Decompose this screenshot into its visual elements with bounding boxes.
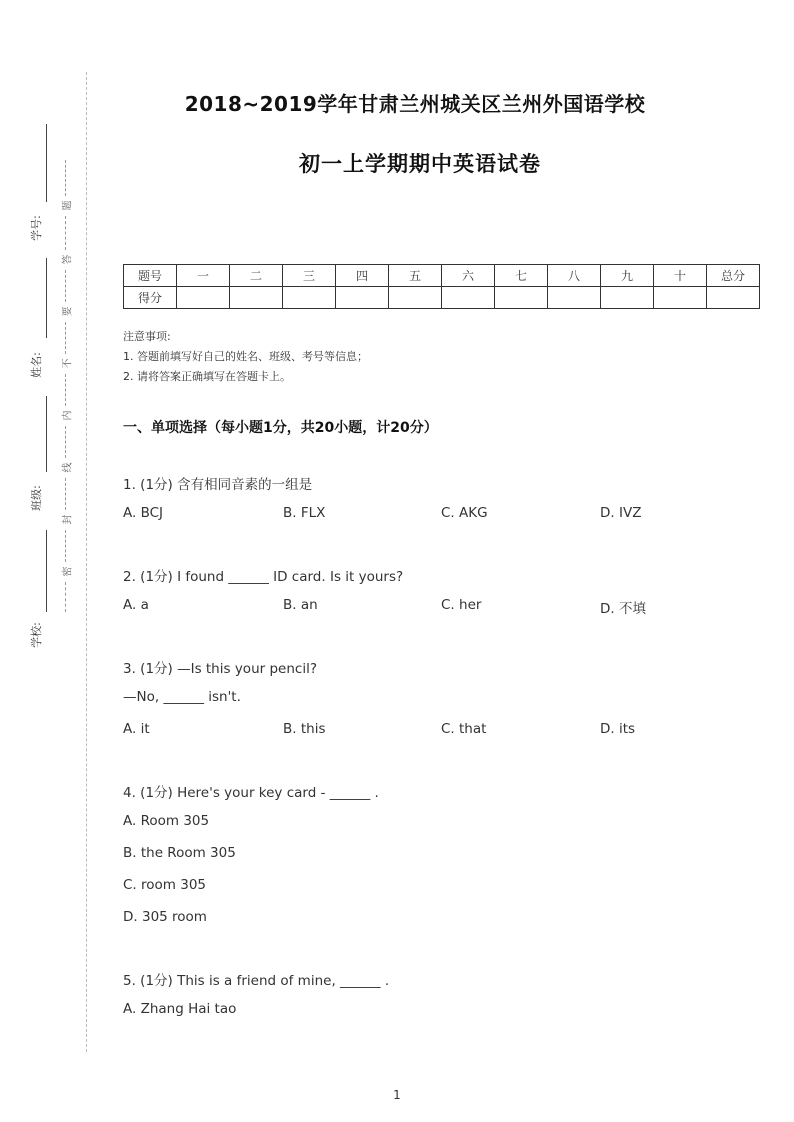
- school-blank-line: [46, 530, 47, 612]
- question-stem: 3. (1分) —Is this your pencil?: [123, 661, 317, 677]
- exam-title: 2018~2019学年甘肃兰州城关区兰州外国语学校: [184, 92, 646, 116]
- answer-option[interactable]: D. 不填: [600, 601, 646, 617]
- question-stem-line-2: —No, ______ isn't.: [123, 689, 241, 705]
- seal-dots: [65, 160, 66, 196]
- seal-dots: [65, 374, 66, 406]
- score-table-header-cell: 一: [177, 265, 230, 287]
- seal-dots: [65, 270, 66, 302]
- answer-option[interactable]: D. 305 room: [123, 909, 207, 925]
- school-label: 学校:: [30, 622, 43, 648]
- question-stem: 2. (1分) I found ______ ID card. Is it yours?: [123, 569, 404, 585]
- name-blank-line: [46, 258, 47, 338]
- seal-char: 密: [62, 566, 74, 577]
- answer-option[interactable]: B. an: [283, 597, 318, 613]
- seal-dots: [65, 582, 66, 612]
- answer-option[interactable]: A. a: [123, 597, 149, 613]
- answer-option[interactable]: C. that: [441, 721, 487, 737]
- answer-option[interactable]: C. AKG: [441, 505, 488, 521]
- score-table-header-cell: 八: [548, 265, 601, 287]
- seal-char: 要: [62, 306, 74, 317]
- name-label: 姓名:: [30, 352, 43, 378]
- question-stem: 5. (1分) This is a friend of mine, ______ .: [123, 973, 390, 989]
- seal-char: 不: [62, 358, 74, 369]
- score-cell[interactable]: [654, 287, 707, 309]
- score-table-header-cell: 七: [495, 265, 548, 287]
- score-cell[interactable]: [389, 287, 442, 309]
- section-title: 一、单项选择（每小题1分，共20小题，计20分）: [123, 420, 438, 436]
- score-cell[interactable]: [230, 287, 283, 309]
- score-cell[interactable]: [336, 287, 389, 309]
- score-cell[interactable]: [442, 287, 495, 309]
- question-stem: 1. (1分) 含有相同音素的一组是: [123, 477, 313, 493]
- seal-dots: [65, 322, 66, 354]
- score-table-header-cell: 十: [654, 265, 707, 287]
- answer-option[interactable]: B. this: [283, 721, 326, 737]
- answer-option[interactable]: A. Room 305: [123, 813, 210, 829]
- class-blank-line: [46, 396, 47, 472]
- notes-heading: 注意事项:: [123, 330, 171, 343]
- seal-dots: [65, 216, 66, 250]
- page-number: 1: [393, 1088, 401, 1102]
- seal-dots: [65, 478, 66, 510]
- answer-option[interactable]: B. FLX: [283, 505, 326, 521]
- answer-option[interactable]: A. it: [123, 721, 150, 737]
- score-table: [123, 264, 760, 309]
- answer-option[interactable]: C. room 305: [123, 877, 206, 893]
- score-cell[interactable]: [495, 287, 548, 309]
- seal-char: 内: [62, 410, 74, 421]
- score-table-header-cell: 总分: [707, 265, 760, 287]
- score-table-header-cell: 题号: [124, 265, 177, 287]
- answer-option[interactable]: A. BCJ: [123, 505, 164, 521]
- answer-option[interactable]: D. its: [600, 721, 636, 737]
- class-label: 班级:: [30, 485, 43, 511]
- exam-subtitle: 初一上学期期中英语试卷: [299, 152, 541, 176]
- answer-option[interactable]: D. IVZ: [600, 505, 642, 521]
- answer-option[interactable]: B. the Room 305: [123, 845, 236, 861]
- score-cell[interactable]: [283, 287, 336, 309]
- score-cell[interactable]: [707, 287, 760, 309]
- seal-dots: [65, 530, 66, 562]
- binding-dashed-line: [86, 72, 87, 1052]
- score-table-header-cell: 九: [601, 265, 654, 287]
- score-table-header-cell: 二: [230, 265, 283, 287]
- score-table-header-cell: 三: [283, 265, 336, 287]
- seal-char: 封: [62, 514, 74, 525]
- score-table-header-row: [124, 265, 760, 287]
- seal-char: 答: [62, 254, 74, 265]
- score-table-header-cell: 六: [442, 265, 495, 287]
- student-id-label: 学号:: [30, 215, 43, 241]
- score-cell[interactable]: [548, 287, 601, 309]
- seal-char: 线: [62, 462, 74, 473]
- seal-char: 题: [62, 200, 74, 211]
- seal-dots: [65, 426, 66, 458]
- score-table-score-row: [124, 287, 760, 309]
- question-stem: 4. (1分) Here's your key card - ______ .: [123, 785, 379, 801]
- score-cell[interactable]: [177, 287, 230, 309]
- notes-item: 1. 答题前填写好自己的姓名、班级、考号等信息；: [123, 350, 368, 363]
- score-cell[interactable]: [601, 287, 654, 309]
- answer-option[interactable]: C. her: [441, 597, 482, 613]
- notes-item: 2. 请将答案正确填写在答题卡上。: [123, 370, 291, 383]
- score-table-header-cell: 四: [336, 265, 389, 287]
- score-table-header-cell: 五: [389, 265, 442, 287]
- student-id-blank-line: [46, 124, 47, 202]
- score-row-label: 得分: [124, 287, 177, 309]
- answer-option[interactable]: A. Zhang Hai tao: [123, 1001, 237, 1017]
- notes-block: [123, 327, 368, 387]
